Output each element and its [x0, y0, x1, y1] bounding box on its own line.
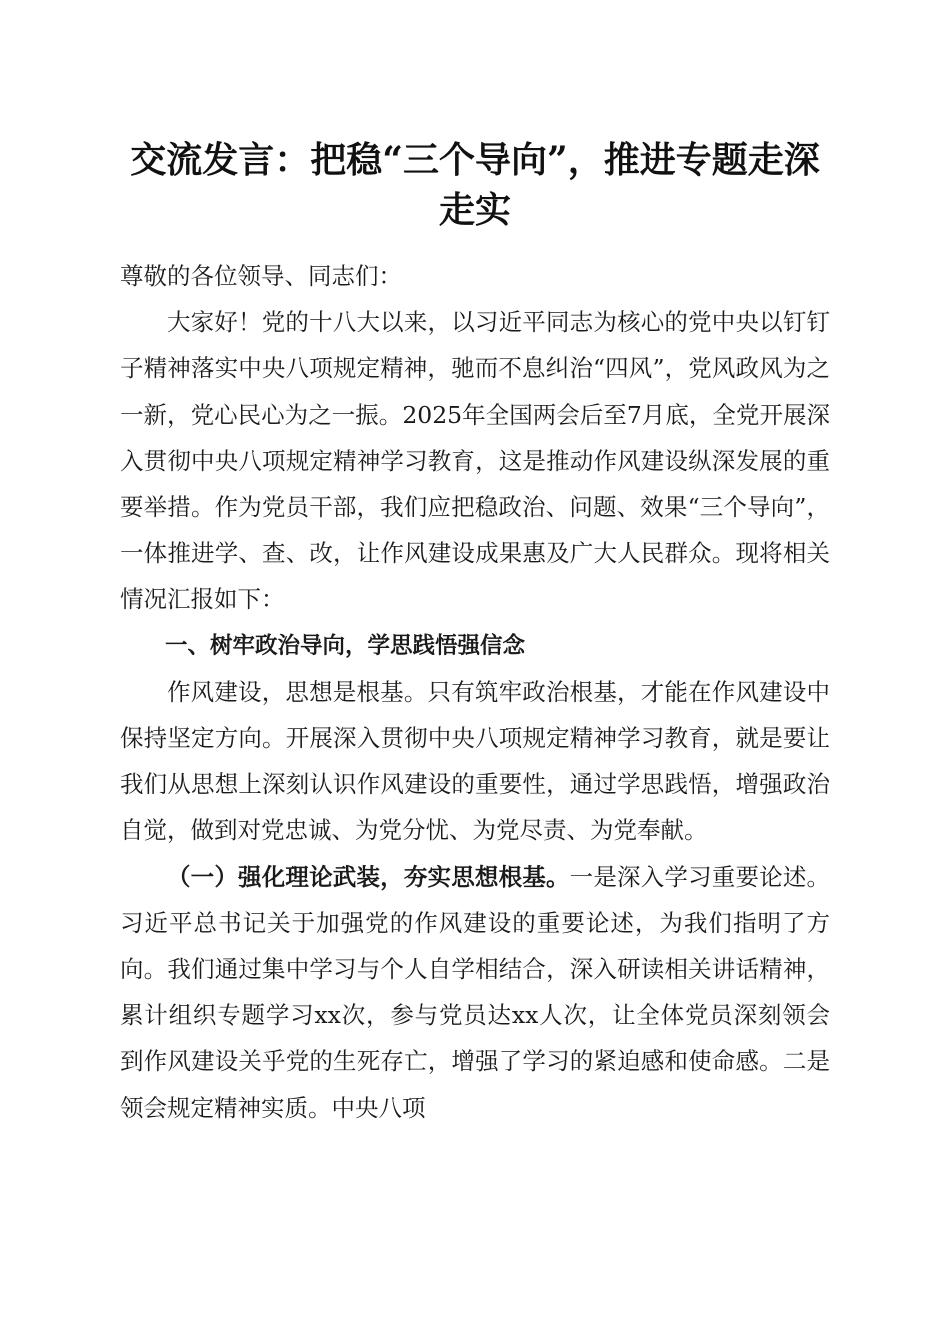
subsection-1-paragraph	[120, 854, 830, 1131]
document-title	[100, 135, 850, 235]
document-body	[120, 253, 830, 1131]
section-1-paragraph: 作风建设，思想是根基。只有筑牢政治根基，才能在作风建设中保持坚定方向。开展深入贯彻中央八项规定精神学习教育，就是要让我们从思想上深刻认识作风建设的重要性，通过学思践悟，增强政治自觉，做到对党忠诚、为党分忧、为党尽责、为党奉献。	[120, 677, 830, 845]
subsection-1-heading: （一）强化理论武装，夯实思想根基。	[167, 862, 570, 891]
salutation: 尊敬的各位领导、同志们：	[120, 262, 402, 290]
title-line-1: 交流发言：把稳“三个导向”，推进专题走深	[130, 139, 820, 181]
intro-paragraph: 大家好！党的十八大以来，以习近平同志为核心的党中央以钉钉子精神落实中央八项规定精神，驰而不息纠治“四风”，党风政风为之一新，党心民心为之一振。2025年全国两会后至7月底，全党开展深入贯彻中央八项规定精神学习教育，这是推动作风建设纵深发展的重要举措。作为党员干部，我们应把稳政治、问题、效果“三个导向”，一体推进学、查、改，让作风建设成果惠及广大人民群众。现将相关情况汇报如下：	[120, 308, 830, 614]
subsection-1-text: 一是深入学习重要论述。习近平总书记关于加强党的作风建设的重要论述，为我们指明了方向。我们通过集中学习与个人自学相结合，深入研读相关讲话精神，累计组织专题学习xx次，参与党员达xx人次，让全体党员深刻领会到作风建设关乎党的生死存亡，增强了学习的紧迫感和使命感。二是领会规定精神实质。中央八项	[120, 862, 831, 1122]
title-line-2: 走实	[438, 189, 511, 231]
section-1-heading: 一、树牢政治导向，学思践悟强信念	[165, 632, 526, 659]
